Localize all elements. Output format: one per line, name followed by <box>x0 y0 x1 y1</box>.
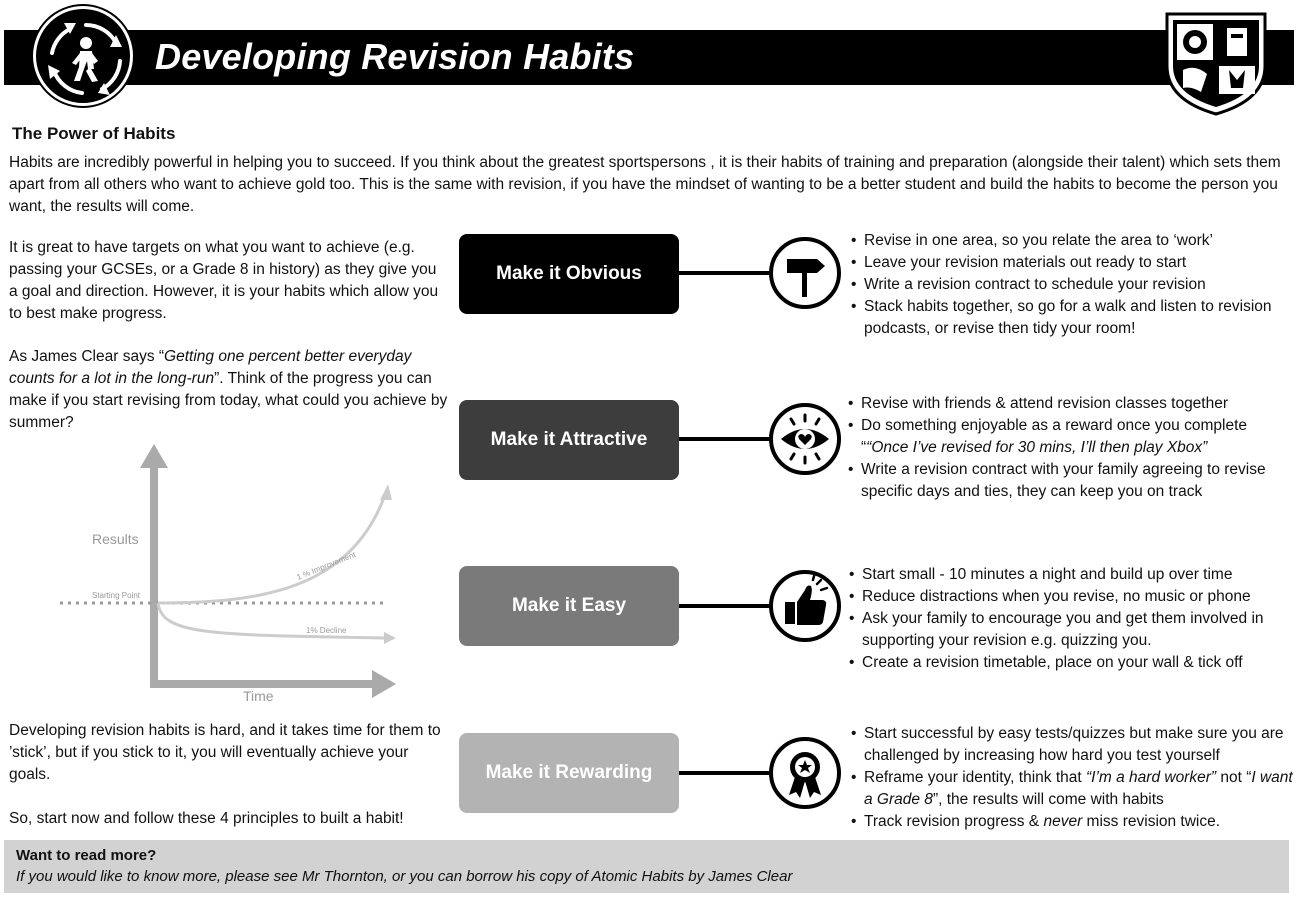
bullet-list-obvious <box>851 230 1296 340</box>
bullet-text: Reduce distractions when you revise, no music or phone <box>862 588 1251 605</box>
bullet-text: Reframe your identity, think that <box>864 769 1086 786</box>
principle-box-obvious: Make it Obvious <box>459 234 679 314</box>
principle-box-rewarding: Make it Rewarding <box>459 733 679 813</box>
x-axis <box>150 680 380 688</box>
bullet-text: Stack habits together, so go for a walk and listen to revision podcasts, or revise then tidy your room! <box>864 298 1272 337</box>
bullet-text: Start small - 10 minutes a night and build up over time <box>862 566 1233 583</box>
eye-heart-icon <box>769 403 841 475</box>
y-axis <box>150 460 158 688</box>
quote-lead: As James Clear says “ <box>9 348 165 365</box>
bullet-text: Do something enjoyable as a reward once you complete “ <box>861 417 1248 456</box>
bullet-text: ”, the results will come with habits <box>932 791 1164 808</box>
connector-line <box>679 437 774 441</box>
emphasis-text: “Once I’ve revised for 30 mins, I’ll then play Xbox” <box>866 439 1208 456</box>
bullet-item <box>851 274 1296 296</box>
bullet-list-easy <box>849 564 1294 674</box>
bullet-text: Leave your revision materials out ready to start <box>864 254 1187 271</box>
y-axis-label: Results <box>92 531 139 547</box>
school-crest-icon <box>1163 8 1269 116</box>
emphasis-text: I want a Grade 8 <box>864 769 1293 808</box>
bullet-list-attractive <box>848 393 1293 503</box>
improvement-arrow <box>380 484 392 500</box>
bullet-item <box>851 723 1296 767</box>
section-heading: The Power of Habits <box>12 124 176 143</box>
bullet-text: Ask your family to encourage you and get them involved in supporting your revision e.g. quizzing you. <box>862 610 1264 649</box>
bullet-text: Revise with friends & attend revision classes together <box>861 395 1229 412</box>
bullet-text: miss revision twice. <box>1082 813 1221 830</box>
james-clear-quote: Getting one percent better everyday counts for a lot in the long-run <box>9 348 412 387</box>
start-now-paragraph: So, start now and follow these 4 principles to built a habit! <box>9 810 404 827</box>
decline-arrow <box>384 632 396 644</box>
bullet-item <box>851 767 1296 811</box>
bullet-item <box>848 393 1293 415</box>
page-title: Developing Revision Habits <box>155 36 635 77</box>
bullet-item <box>849 652 1294 674</box>
x-axis-arrow <box>372 670 396 698</box>
read-more-footer <box>4 840 1289 893</box>
bullet-text: Create a revision timetable, place on your wall & tick off <box>862 654 1243 671</box>
bullet-text: Write a revision contract to schedule your revision <box>864 276 1206 293</box>
bullet-item <box>851 252 1296 274</box>
starting-point-label: Starting Point <box>92 591 141 600</box>
connector-line <box>679 771 774 775</box>
series-line-improvement <box>158 495 385 603</box>
emphasis-text: never <box>1043 813 1083 830</box>
award-ribbon-icon <box>769 737 841 809</box>
bullet-item <box>851 296 1296 340</box>
bullet-item <box>849 608 1294 652</box>
series-label-improvement: 1 % Improvement <box>295 550 357 582</box>
y-axis-arrow <box>140 444 168 468</box>
bullet-text: Start successful by easy tests/quizzes but make sure you are challenged by increasing how hard you test yourself <box>864 725 1284 764</box>
x-axis-label: Time <box>243 688 274 704</box>
principle-box-easy: Make it Easy <box>459 566 679 646</box>
footer-title: Want to read more? <box>16 847 157 864</box>
habits-chart <box>50 440 450 710</box>
habits-hard-paragraph: Developing revision habits is hard, and it takes time for them to ’stick’, but if you stick to it, you will eventually achieve your goals. <box>9 722 441 783</box>
connector-line <box>679 271 774 275</box>
series-label-decline: 1% Decline <box>306 626 347 635</box>
footer-text: If you would like to know more, please see Mr Thornton, or you can borrow his copy of Atomic Habits by James Clear <box>16 868 793 885</box>
intro-paragraph: Habits are incredibly powerful in helping you to succeed. If you think about the greatest sportspersons , it is their habits of training and preparation (alongside their talent) which sets them apart from all others who want to achieve gold too. This is the same with revision, if you have the mindset of wanting to be a better student and build the habits to become the person you want, the results will come. <box>9 154 1281 215</box>
quote-paragraph <box>9 346 449 434</box>
bullet-item <box>848 459 1293 503</box>
bullet-text: Revise in one area, so you relate the area to ‘work’ <box>864 232 1213 249</box>
principle-box-attractive: Make it Attractive <box>459 400 679 480</box>
bullet-item <box>851 230 1296 252</box>
connector-line <box>679 604 774 608</box>
walking-person-cycle-icon <box>33 6 133 106</box>
bullet-item <box>851 811 1296 833</box>
bullet-text: not “ <box>1216 769 1252 786</box>
quote-tail: ”. Think of the progress you can make if you start revising from today, what could you achieve by summer? <box>9 370 448 431</box>
bullet-item <box>849 564 1294 586</box>
targets-paragraph: It is great to have targets on what you want to achieve (e.g. passing your GCSEs, or a Grade 8 in history) as they give you a goal and direction. However, it is your habits which allow you to best make progress. <box>9 239 439 322</box>
bullet-text: Track revision progress & <box>864 813 1044 830</box>
bullet-list-rewarding <box>851 723 1296 833</box>
series-line-decline <box>158 603 385 638</box>
bullet-item <box>849 586 1294 608</box>
signpost-icon <box>769 237 841 309</box>
emphasis-text: “I’m a hard worker” <box>1085 769 1217 786</box>
bullet-text: Write a revision contract with your family agreeing to revise specific days and ties, they can keep you on track <box>861 461 1266 500</box>
bullet-item <box>848 415 1293 459</box>
thumbs-up-icon <box>769 570 841 642</box>
